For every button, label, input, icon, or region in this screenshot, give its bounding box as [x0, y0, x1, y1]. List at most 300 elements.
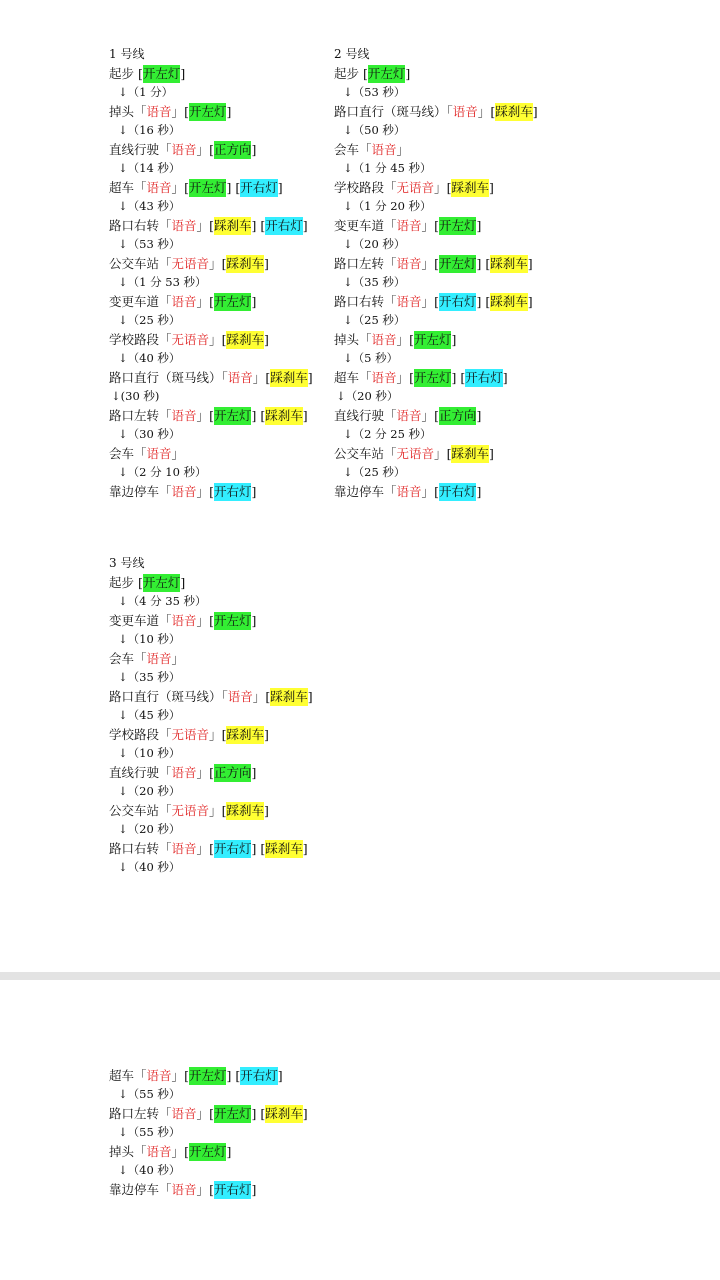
bracket: 」	[196, 484, 210, 499]
bracket: ]	[263, 727, 269, 742]
duration-arrow: ↓（2 分 10 秒）	[118, 465, 207, 479]
voice-signal: 语音	[171, 765, 197, 780]
duration-arrow: ↓（35 秒）	[343, 275, 406, 289]
duration-arrow: ↓（20 秒）	[336, 389, 399, 403]
action-highlight: 踩刹车	[490, 294, 528, 309]
voice-signal: 无语音	[171, 727, 210, 742]
page-separator	[0, 972, 720, 980]
bracket: 「	[384, 446, 397, 461]
bracket: 」	[421, 484, 435, 499]
action-highlight: 开左灯	[438, 218, 477, 233]
voice-signal: 语音	[146, 180, 172, 195]
bracket: 」	[477, 104, 491, 119]
step-line	[109, 64, 313, 83]
bracket: 「	[384, 484, 397, 499]
bracket: 」	[171, 104, 185, 119]
bracket: [	[221, 803, 227, 818]
action-highlight: 踩刹车	[265, 408, 303, 423]
step-name: 超车	[334, 370, 360, 385]
bracket: 「	[159, 1106, 172, 1121]
bracket: [	[260, 218, 266, 233]
voice-signal: 语音	[171, 218, 197, 233]
bracket: 」	[252, 370, 266, 385]
bracket: [	[434, 484, 439, 499]
document-page-2	[0, 980, 720, 1280]
duration-arrow: ↓（20 秒）	[118, 822, 181, 836]
bracket: [	[184, 104, 189, 119]
bracket: ]	[302, 1106, 308, 1121]
step-name: 会车	[334, 142, 360, 157]
action-highlight: 开右灯	[213, 484, 252, 499]
duration-arrow: ↓（40 秒）	[118, 351, 181, 365]
bracket: 「	[159, 727, 172, 742]
bracket: [	[209, 294, 214, 309]
bracket: 「	[221, 689, 228, 704]
step-line	[109, 102, 313, 121]
voice-signal: 语音	[171, 294, 197, 309]
bracket: 」	[171, 180, 185, 195]
voice-signal: 语音	[146, 651, 172, 666]
step-name: 路口左转	[334, 256, 385, 271]
bracket: [	[265, 689, 271, 704]
bracket: [	[446, 446, 452, 461]
step-line	[109, 1066, 308, 1085]
action-highlight: 开右灯	[438, 484, 477, 499]
bracket: [	[434, 294, 439, 309]
bracket: 」	[434, 446, 447, 461]
bracket: [	[221, 727, 227, 742]
bracket: 」	[209, 727, 222, 742]
step-name: 公交车站	[109, 803, 160, 818]
duration-arrow: ↓（55 秒）	[118, 1125, 181, 1139]
bracket: 」	[421, 294, 435, 309]
bracket: 「	[159, 218, 172, 233]
step-line	[109, 763, 313, 782]
bracket: [	[209, 408, 214, 423]
voice-signal: 语音	[171, 1182, 197, 1197]
bracket: [	[434, 408, 439, 423]
action-highlight: 开左灯	[142, 575, 181, 590]
step-name: 超车	[109, 180, 135, 195]
duration-arrow: ↓（53 秒）	[118, 237, 181, 251]
bracket: ]	[476, 484, 482, 499]
step-name: 路口左转	[109, 408, 160, 423]
step-line	[334, 140, 538, 159]
action-highlight: 开右灯	[438, 294, 477, 309]
route-steps	[109, 573, 313, 877]
step-name: 起步	[109, 575, 135, 590]
step-line	[109, 801, 313, 820]
bracket: 」	[209, 803, 222, 818]
step-name: 靠边停车	[109, 1182, 160, 1197]
bracket: ]	[263, 332, 269, 347]
bracket: [	[138, 575, 143, 590]
bracket: ]	[527, 294, 533, 309]
voice-signal: 语音	[146, 1144, 172, 1159]
bracket: ]	[488, 180, 494, 195]
bracket: 」	[196, 218, 210, 233]
bracket: ]	[476, 294, 482, 309]
bracket: 」	[252, 689, 266, 704]
bracket: ]	[180, 575, 186, 590]
bracket: 」	[396, 332, 410, 347]
bracket: 「	[384, 408, 397, 423]
bracket: [	[235, 1068, 241, 1083]
action-highlight: 开左灯	[188, 1068, 227, 1083]
bracket: 「	[384, 256, 397, 271]
duration-arrow: ↓（10 秒）	[118, 632, 181, 646]
action-highlight: 开右灯	[213, 1182, 252, 1197]
step-name: 掉头	[109, 104, 135, 119]
step-line	[109, 406, 313, 425]
bracket: 」	[421, 218, 435, 233]
bracket: [	[434, 256, 439, 271]
action-highlight: 开右灯	[240, 180, 278, 195]
duration-arrow: ↓(30 秒)	[111, 389, 160, 403]
step-line	[334, 64, 538, 83]
bracket: ]	[527, 256, 533, 271]
action-highlight: 踩刹车	[226, 803, 264, 818]
action-highlight: 正方向	[438, 408, 477, 423]
step-name: 掉头	[109, 1144, 135, 1159]
step-name: 学校路段	[334, 180, 385, 195]
voice-signal: 语音	[396, 408, 422, 423]
duration-arrow: ↓（20 秒）	[343, 237, 406, 251]
step-line	[109, 725, 313, 744]
action-highlight: 踩刹车	[213, 218, 252, 233]
bracket: 「	[159, 841, 172, 856]
bracket: 「	[221, 370, 228, 385]
step-name: 会车	[109, 446, 135, 461]
bracket: ]	[251, 484, 257, 499]
bracket: 」	[196, 765, 210, 780]
step-name: 直线行驶	[109, 142, 160, 157]
bracket: [	[260, 841, 266, 856]
bracket: 「	[159, 484, 172, 499]
bracket: ]	[251, 613, 257, 628]
step-line	[109, 1104, 308, 1123]
bracket: ]	[180, 66, 186, 81]
duration-arrow: ↓（1 分）	[118, 85, 174, 99]
bracket: [	[209, 484, 214, 499]
bracket: 「	[159, 332, 172, 347]
duration-arrow: ↓（1 分 53 秒）	[118, 275, 207, 289]
step-line	[334, 292, 538, 311]
action-highlight: 开右灯	[265, 218, 303, 233]
step-line	[109, 687, 313, 706]
step-name: 学校路段	[109, 332, 160, 347]
step-line	[334, 254, 538, 273]
step-name: 路口右转	[334, 294, 385, 309]
bracket: 」	[421, 408, 435, 423]
bracket: [	[221, 332, 227, 347]
bracket: ]	[277, 1068, 283, 1083]
bracket: ]	[226, 1144, 232, 1159]
step-line	[334, 330, 538, 349]
bracket: 」	[434, 180, 447, 195]
voice-signal: 语音	[171, 142, 197, 157]
bracket: [	[184, 1068, 189, 1083]
bracket: ]	[451, 370, 457, 385]
action-highlight: 开右灯	[240, 1068, 278, 1083]
action-highlight: 开左灯	[413, 370, 452, 385]
step-name: 学校路段	[109, 727, 160, 742]
duration-arrow: ↓（55 秒）	[118, 1087, 181, 1101]
step-line	[109, 1142, 308, 1161]
bracket: [	[209, 218, 214, 233]
step-name: 公交车站	[334, 446, 385, 461]
bracket: 「	[159, 765, 172, 780]
bracket: ]	[488, 446, 494, 461]
bracket: 」	[209, 332, 222, 347]
route-2-column	[334, 45, 538, 501]
duration-arrow: ↓（1 分 45 秒）	[343, 161, 432, 175]
step-line	[109, 330, 313, 349]
step-line	[109, 368, 313, 387]
bracket: 「	[159, 408, 172, 423]
action-highlight: 开左灯	[188, 1144, 227, 1159]
step-name: 路口右转	[109, 218, 160, 233]
bracket: 「	[159, 142, 172, 157]
action-highlight: 开左灯	[142, 66, 181, 81]
action-highlight: 踩刹车	[226, 256, 264, 271]
duration-arrow: ↓（2 分 25 秒）	[343, 427, 432, 441]
bracket: 「	[384, 294, 397, 309]
step-name: 变更车道	[109, 613, 160, 628]
bracket: ]	[226, 104, 232, 119]
bracket: 」	[196, 1182, 210, 1197]
duration-arrow: ↓（53 秒）	[343, 85, 406, 99]
bracket: 」	[396, 370, 410, 385]
duration-arrow: ↓（45 秒）	[118, 708, 181, 722]
bracket: ]	[476, 256, 482, 271]
bracket: 「	[134, 1144, 147, 1159]
voice-signal: 无语音	[171, 803, 210, 818]
action-highlight: 开左灯	[213, 408, 252, 423]
bracket: 「	[446, 104, 453, 119]
bracket: ]	[532, 104, 538, 119]
bracket: ]	[226, 1068, 232, 1083]
bracket: ]	[226, 180, 232, 195]
step-name: 起步	[334, 66, 360, 81]
step-name: 直线行驶	[109, 765, 160, 780]
step-name: 路口直行（斑马线）	[109, 689, 222, 704]
bracket: 」	[421, 256, 435, 271]
bracket: 」	[171, 446, 185, 461]
step-line	[334, 406, 538, 425]
bracket: [	[260, 408, 266, 423]
step-name: 起步	[109, 66, 135, 81]
voice-signal: 语音	[146, 104, 172, 119]
bracket: ]	[263, 256, 269, 271]
step-name: 变更车道	[334, 218, 385, 233]
route-3-column	[109, 554, 313, 877]
bracket: 」	[196, 408, 210, 423]
bracket: [	[209, 613, 214, 628]
step-line	[109, 573, 313, 592]
bracket: 「	[359, 370, 372, 385]
voice-signal: 语音	[227, 370, 253, 385]
step-name: 变更车道	[109, 294, 160, 309]
bracket: ]	[251, 408, 257, 423]
voice-signal: 无语音	[171, 256, 210, 271]
step-line	[334, 368, 538, 387]
action-highlight: 踩刹车	[226, 727, 264, 742]
action-highlight: 踩刹车	[226, 332, 264, 347]
action-highlight: 踩刹车	[270, 370, 308, 385]
step-name: 会车	[109, 651, 135, 666]
bracket: 「	[134, 446, 147, 461]
voice-signal: 语音	[371, 332, 397, 347]
bracket: [	[184, 1144, 189, 1159]
action-highlight: 开左灯	[188, 180, 227, 195]
step-name: 路口直行（斑马线）	[109, 370, 222, 385]
bracket: ]	[302, 218, 308, 233]
bracket: 」	[196, 841, 210, 856]
action-highlight: 开左灯	[213, 294, 252, 309]
step-line	[109, 482, 313, 501]
bracket: [	[363, 66, 368, 81]
step-name: 路口右转	[109, 841, 160, 856]
bracket: 「	[134, 180, 147, 195]
bracket: ]	[307, 370, 313, 385]
route-steps	[334, 64, 538, 501]
step-line	[334, 444, 538, 463]
bracket: ]	[263, 803, 269, 818]
bracket: ]	[302, 408, 308, 423]
bracket: ]	[251, 1106, 257, 1121]
step-name: 公交车站	[109, 256, 160, 271]
route-3-continued-column	[109, 1066, 308, 1199]
bracket: [	[260, 1106, 266, 1121]
action-highlight: 踩刹车	[451, 180, 489, 195]
action-highlight: 开左灯	[367, 66, 406, 81]
action-highlight: 踩刹车	[451, 446, 489, 461]
voice-signal: 无语音	[396, 180, 435, 195]
step-line	[109, 254, 313, 273]
bracket: [	[184, 180, 189, 195]
duration-arrow: ↓（25 秒）	[343, 313, 406, 327]
bracket: [	[209, 1106, 214, 1121]
step-name: 直线行驶	[334, 408, 385, 423]
bracket: 」	[171, 1068, 185, 1083]
step-line	[334, 216, 538, 235]
route-title: 2 号线	[334, 47, 370, 61]
bracket: 「	[384, 180, 397, 195]
bracket: 「	[159, 803, 172, 818]
duration-arrow: ↓（50 秒）	[343, 123, 406, 137]
step-name: 掉头	[334, 332, 360, 347]
duration-arrow: ↓（10 秒）	[118, 746, 181, 760]
duration-arrow: ↓（16 秒）	[118, 123, 181, 137]
voice-signal: 无语音	[171, 332, 210, 347]
step-line	[109, 292, 313, 311]
duration-arrow: ↓（5 秒）	[343, 351, 399, 365]
bracket: [	[138, 66, 143, 81]
duration-arrow: ↓（30 秒）	[118, 427, 181, 441]
duration-arrow: ↓（20 秒）	[118, 784, 181, 798]
bracket: [	[265, 370, 271, 385]
voice-signal: 无语音	[396, 446, 435, 461]
voice-signal: 语音	[171, 613, 197, 628]
duration-arrow: ↓（40 秒）	[118, 860, 181, 874]
action-highlight: 开左灯	[438, 256, 477, 271]
action-highlight: 踩刹车	[495, 104, 533, 119]
step-line	[109, 178, 313, 197]
bracket: 「	[359, 142, 372, 157]
bracket: ]	[251, 841, 257, 856]
bracket: ]	[502, 370, 508, 385]
bracket: ]	[451, 332, 457, 347]
step-line	[334, 178, 538, 197]
bracket: 「	[134, 104, 147, 119]
duration-arrow: ↓（43 秒）	[118, 199, 181, 213]
bracket: 「	[384, 218, 397, 233]
bracket: ]	[251, 218, 257, 233]
duration-arrow: ↓（14 秒）	[118, 161, 181, 175]
duration-arrow: ↓（4 分 35 秒）	[118, 594, 207, 608]
bracket: 」	[196, 1106, 210, 1121]
bracket: [	[485, 294, 491, 309]
voice-signal: 语音	[396, 218, 422, 233]
duration-arrow: ↓（25 秒）	[343, 465, 406, 479]
voice-signal: 语音	[396, 294, 422, 309]
bracket: 「	[159, 1182, 172, 1197]
route-1-column	[109, 45, 313, 501]
action-highlight: 踩刹车	[265, 1106, 303, 1121]
duration-arrow: ↓（35 秒）	[118, 670, 181, 684]
bracket: [	[446, 180, 452, 195]
step-name: 路口左转	[109, 1106, 160, 1121]
bracket: 「	[134, 1068, 147, 1083]
voice-signal: 语音	[171, 408, 197, 423]
bracket: ]	[277, 180, 283, 195]
bracket: 」	[209, 256, 222, 271]
bracket: [	[409, 370, 414, 385]
step-line	[109, 611, 313, 630]
step-name: 路口直行（斑马线）	[334, 104, 447, 119]
step-line	[334, 102, 538, 121]
voice-signal: 语音	[371, 142, 397, 157]
action-highlight: 开右灯	[213, 841, 252, 856]
action-highlight: 踩刹车	[265, 841, 303, 856]
action-highlight: 踩刹车	[270, 689, 308, 704]
bracket: ]	[251, 1182, 257, 1197]
voice-signal: 语音	[227, 689, 253, 704]
step-line	[109, 1180, 308, 1199]
bracket: ]	[476, 218, 482, 233]
step-line	[109, 649, 313, 668]
bracket: [	[235, 180, 241, 195]
voice-signal: 语音	[171, 484, 197, 499]
bracket: 「	[159, 256, 172, 271]
step-line	[109, 216, 313, 235]
route-steps	[109, 64, 313, 501]
route-title: 3 号线	[109, 556, 145, 570]
bracket: [	[209, 765, 214, 780]
bracket: [	[434, 218, 439, 233]
voice-signal: 语音	[171, 1106, 197, 1121]
bracket: ]	[251, 294, 257, 309]
voice-signal: 语音	[452, 104, 478, 119]
duration-arrow: ↓（25 秒）	[118, 313, 181, 327]
bracket: ]	[251, 142, 257, 157]
voice-signal: 语音	[146, 1068, 172, 1083]
voice-signal: 语音	[146, 446, 172, 461]
bracket: ]	[405, 66, 411, 81]
action-highlight: 开左灯	[413, 332, 452, 347]
bracket: 」	[196, 294, 210, 309]
